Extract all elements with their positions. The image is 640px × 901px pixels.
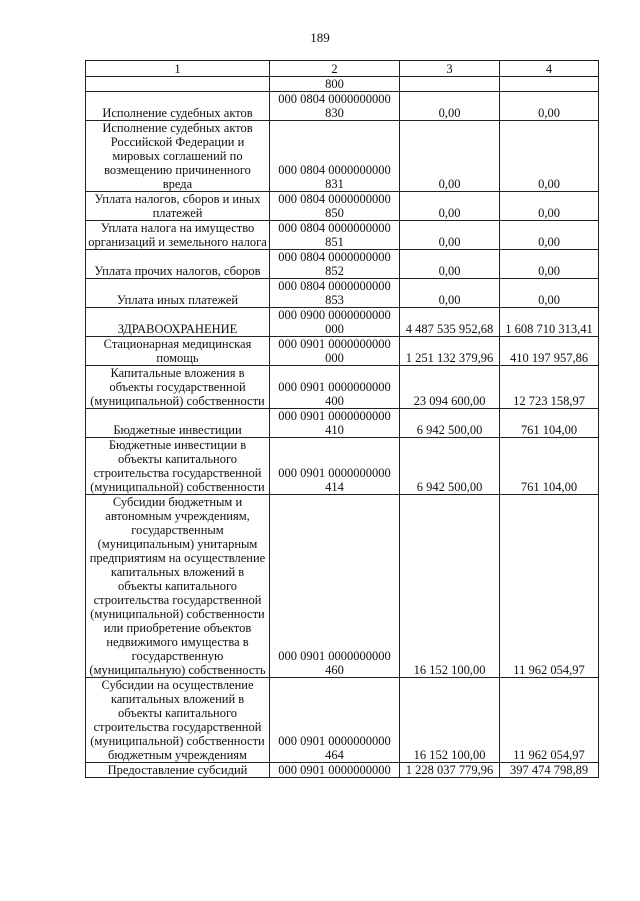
table-row — [86, 250, 599, 279]
row-value-col4: 0,00 — [500, 250, 599, 279]
row-name-cell: Исполнение судебных актов Российской Федерации и мировых соглашений по возмещению причиненного вреда — [86, 121, 270, 192]
row-code-cell: 000 0804 0000000000 830 — [270, 92, 400, 121]
table-row — [86, 192, 599, 221]
row-name-cell: Уплата налога на имущество организаций и земельного налога — [86, 221, 270, 250]
row-name-cell: Уплата иных платежей — [86, 279, 270, 308]
table-row — [86, 77, 599, 92]
row-value-col4 — [500, 77, 599, 92]
row-code-cell: 000 0804 0000000000 831 — [270, 121, 400, 192]
row-value-col4: 11 962 054,97 — [500, 678, 599, 763]
page-number: 189 — [310, 30, 330, 45]
row-name-cell: Капитальные вложения в объекты государственной (муниципальной) собственности — [86, 366, 270, 409]
row-value-col3: 0,00 — [400, 92, 500, 121]
row-code-cell: 000 0900 0000000000 000 — [270, 308, 400, 337]
table-row — [86, 678, 599, 763]
row-value-col3: 0,00 — [400, 192, 500, 221]
row-code-cell: 000 0901 0000000000 400 — [270, 366, 400, 409]
row-value-col3: 4 487 535 952,68 — [400, 308, 500, 337]
table-row — [86, 438, 599, 495]
row-value-col4: 0,00 — [500, 221, 599, 250]
row-name-cell: Бюджетные инвестиции в объекты капитального строительства государственной (муниципальной) собственности — [86, 438, 270, 495]
table-row — [86, 337, 599, 366]
table-row — [86, 92, 599, 121]
row-code-cell: 000 0901 0000000000 464 — [270, 678, 400, 763]
table-header-row — [86, 61, 599, 77]
row-code-cell: 000 0804 0000000000 853 — [270, 279, 400, 308]
row-value-col4: 11 962 054,97 — [500, 495, 599, 678]
row-name-cell: Бюджетные инвестиции — [86, 409, 270, 438]
row-name-cell: Уплата налогов, сборов и иных платежей — [86, 192, 270, 221]
row-value-col3: 0,00 — [400, 279, 500, 308]
row-value-col3: 6 942 500,00 — [400, 438, 500, 495]
table-row — [86, 221, 599, 250]
row-value-col3: 1 228 037 779,96 — [400, 763, 500, 778]
row-name-cell: Субсидии на осуществление капитальных вложений в объекты капитального строительства государственной (муниципальной) собственности бюджетным учреждениям — [86, 678, 270, 763]
table-row — [86, 409, 599, 438]
row-value-col4: 410 197 957,86 — [500, 337, 599, 366]
column-header: 2 — [270, 61, 400, 77]
row-value-col4: 12 723 158,97 — [500, 366, 599, 409]
row-code-cell: 000 0804 0000000000 850 — [270, 192, 400, 221]
row-code-cell: 000 0901 0000000000 410 — [270, 409, 400, 438]
table-row — [86, 366, 599, 409]
row-value-col4: 397 474 798,89 — [500, 763, 599, 778]
row-value-col3 — [400, 77, 500, 92]
table-row — [86, 763, 599, 778]
column-header: 4 — [500, 61, 599, 77]
row-value-col3: 0,00 — [400, 221, 500, 250]
column-header: 3 — [400, 61, 500, 77]
row-code-cell: 000 0901 0000000000 460 — [270, 495, 400, 678]
row-value-col3: 1 251 132 379,96 — [400, 337, 500, 366]
row-value-col4: 0,00 — [500, 92, 599, 121]
row-code-cell: 000 0901 0000000000 — [270, 763, 400, 778]
row-value-col3: 16 152 100,00 — [400, 495, 500, 678]
row-code-cell: 000 0804 0000000000 851 — [270, 221, 400, 250]
row-value-col4: 1 608 710 313,41 — [500, 308, 599, 337]
row-code-cell: 000 0804 0000000000 852 — [270, 250, 400, 279]
row-name-cell: Исполнение судебных актов — [86, 92, 270, 121]
row-value-col3: 16 152 100,00 — [400, 678, 500, 763]
row-value-col4: 0,00 — [500, 192, 599, 221]
row-name-cell: Стационарная медицинская помощь — [86, 337, 270, 366]
row-value-col3: 0,00 — [400, 250, 500, 279]
row-code-cell: 000 0901 0000000000 414 — [270, 438, 400, 495]
row-name-cell — [86, 77, 270, 92]
row-value-col3: 0,00 — [400, 121, 500, 192]
row-name-cell: Субсидии бюджетным и автономным учреждениям, государственным (муниципальным) унитарным предприятиям на осуществление капитальных вложений в объекты капитального строительства государственной (муниципальной) собственности или приобретение объектов недвижимого имущества в государственную (муниципальную) собственность — [86, 495, 270, 678]
row-value-col3: 23 094 600,00 — [400, 366, 500, 409]
table-row — [86, 495, 599, 678]
row-name-cell: ЗДРАВООХРАНЕНИЕ — [86, 308, 270, 337]
row-value-col4: 761 104,00 — [500, 409, 599, 438]
row-code-cell: 800 — [270, 77, 400, 92]
row-value-col4: 0,00 — [500, 279, 599, 308]
row-value-col4: 761 104,00 — [500, 438, 599, 495]
row-name-cell: Предоставление субсидий — [86, 763, 270, 778]
column-header: 1 — [86, 61, 270, 77]
row-code-cell: 000 0901 0000000000 000 — [270, 337, 400, 366]
row-value-col3: 6 942 500,00 — [400, 409, 500, 438]
row-value-col4: 0,00 — [500, 121, 599, 192]
row-name-cell: Уплата прочих налогов, сборов — [86, 250, 270, 279]
table-row — [86, 121, 599, 192]
budget-table — [85, 60, 599, 778]
table-row — [86, 279, 599, 308]
table-row — [86, 308, 599, 337]
